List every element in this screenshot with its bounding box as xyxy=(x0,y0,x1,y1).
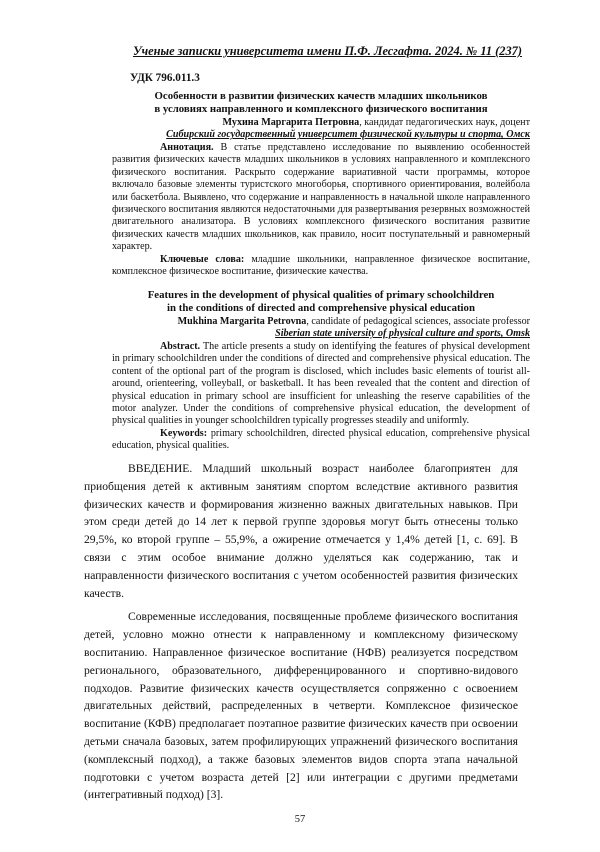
en-title-line1: Features in the development of physical qualities of primary schoolchildren xyxy=(147,289,495,301)
ru-author-degree: , кандидат педагогических наук, доцент xyxy=(359,116,530,128)
en-abstract-label: Abstract. xyxy=(160,340,201,352)
ru-abstract-label: Аннотация. xyxy=(160,141,214,153)
main-text xyxy=(84,460,518,804)
body-paragraph-intro: ВВЕДЕНИЕ. Младший школьный возраст наиболее благоприятен для приобщения детей к активным занятиям спортом вследствие активного развития физических качеств и формирования жизненно важных двигательных навыков. При этом среди детей до 14 лет к первой группе здоровья могут быть отнесены только 29,5%, ко второй группе – 55,9%, а ожирение отмечается у 1,4% детей [1, с. 69]. В связи с этим особое внимание должно уделяться как содержанию, так и направленности физического воспитания с учетом особенностей развития физических качеств. xyxy=(84,462,518,600)
ru-keywords xyxy=(112,254,530,279)
body-paragraph-2: Современные исследования, посвященные проблеме физического воспитания детей, условно можно отнести к направленному и комплексному физическому воспитанию. Направленное физическое воспитание (НФВ) реализуется посредством регионального, образовательного, дифференцированного и спортивно-видового подходов. Развитие физических качеств осуществляется сопряженно с освоением двигательных действий, распределенных в четверти. Комплексное физическое воспитание (КФВ) предполагает поэтапное развитие физических качеств при освоении детьми сначала базовых, затем профилирующих упражнений физического воспитания (комплексный подход), а также базовых элементов видов спорта этапа начальной подготовки с учетом возраста детей [2] или интеграции с другими предметами (интегративный подход) [3]. xyxy=(84,610,518,802)
ru-author xyxy=(112,117,530,129)
en-author-name: Mukhina Margarita Petrovna xyxy=(177,315,307,327)
ru-title-line2: в условиях направленного и комплексного физического воспитания xyxy=(154,103,488,116)
en-author-degree: , candidate of pedagogical sciences, associate professor xyxy=(306,315,530,327)
en-title-line2: in the conditions of directed and comprehensive physical education xyxy=(167,302,475,315)
ru-title-line1: Особенности в развитии физических качеств младших школьников xyxy=(154,90,488,102)
ru-keywords-label: Ключевые слова: xyxy=(160,253,245,265)
udk-code: УДК 796.011.3 xyxy=(130,72,200,84)
english-section xyxy=(112,289,530,453)
en-keywords-label: Keywords: xyxy=(160,427,208,439)
ru-affiliation: Сибирский государственный университет физической культуры и спорта, Омск xyxy=(166,129,530,141)
ru-keywords-text: младшие школьники, направленное физическое воспитание, комплексное физическое воспитание, физические качества. xyxy=(112,253,530,278)
en-keywords-text: primary schoolchildren, directed physical education, comprehensive physical education, physical qualities. xyxy=(112,427,530,452)
en-abstract-text: The article presents a study on identifying the features of physical development in primary schoolchildren under the conditions of directed and comprehensive physical education. The content of the optional part of the program is disclosed, which includes basic elements of tourist all-around, orienteering, volleyball, or basketball. It has been revealed that the content and direction of physical education in primary school are insufficient for unleashing the reserve capabilities of the motor analyzer. Under the conditions of comprehensive physical education, the development of physical qualities in younger schoolchildren typically progresses steadily and uniformly. xyxy=(112,340,530,427)
ru-author-name: Мухина Маргарита Петровна xyxy=(222,116,360,128)
journal-header: Ученые записки университета имени П.Ф. Лесгафта. 2024. № 11 (237) xyxy=(132,44,522,58)
ru-abstract-text: В статье представлено исследование по выявлению особенностей развития физических качеств младших школьников в условиях направленного и комплексного физического воспитания. Раскрыто содержание вариативной части программы, которое включало базовые элементы туристского многоборья, спортивного ориентирования, волейбола или баскетбола. Выявлено, что содержание и направленность в начальной школе направленного физического воспитания являются недостаточными для развертывания резервных возможностей двигательного анализатора. В условиях комплексного физического воспитания развитие физических качеств младших школьников, как правило, носит поступательный и равномерный характер. xyxy=(112,141,530,253)
en-keywords xyxy=(112,428,530,453)
en-abstract xyxy=(112,341,530,428)
russian-section xyxy=(112,90,530,279)
ru-abstract xyxy=(112,142,530,254)
page-number: 57 xyxy=(294,814,306,825)
en-affiliation: Siberian state university of physical culture and sports, Omsk xyxy=(275,328,530,340)
en-author xyxy=(112,316,530,328)
